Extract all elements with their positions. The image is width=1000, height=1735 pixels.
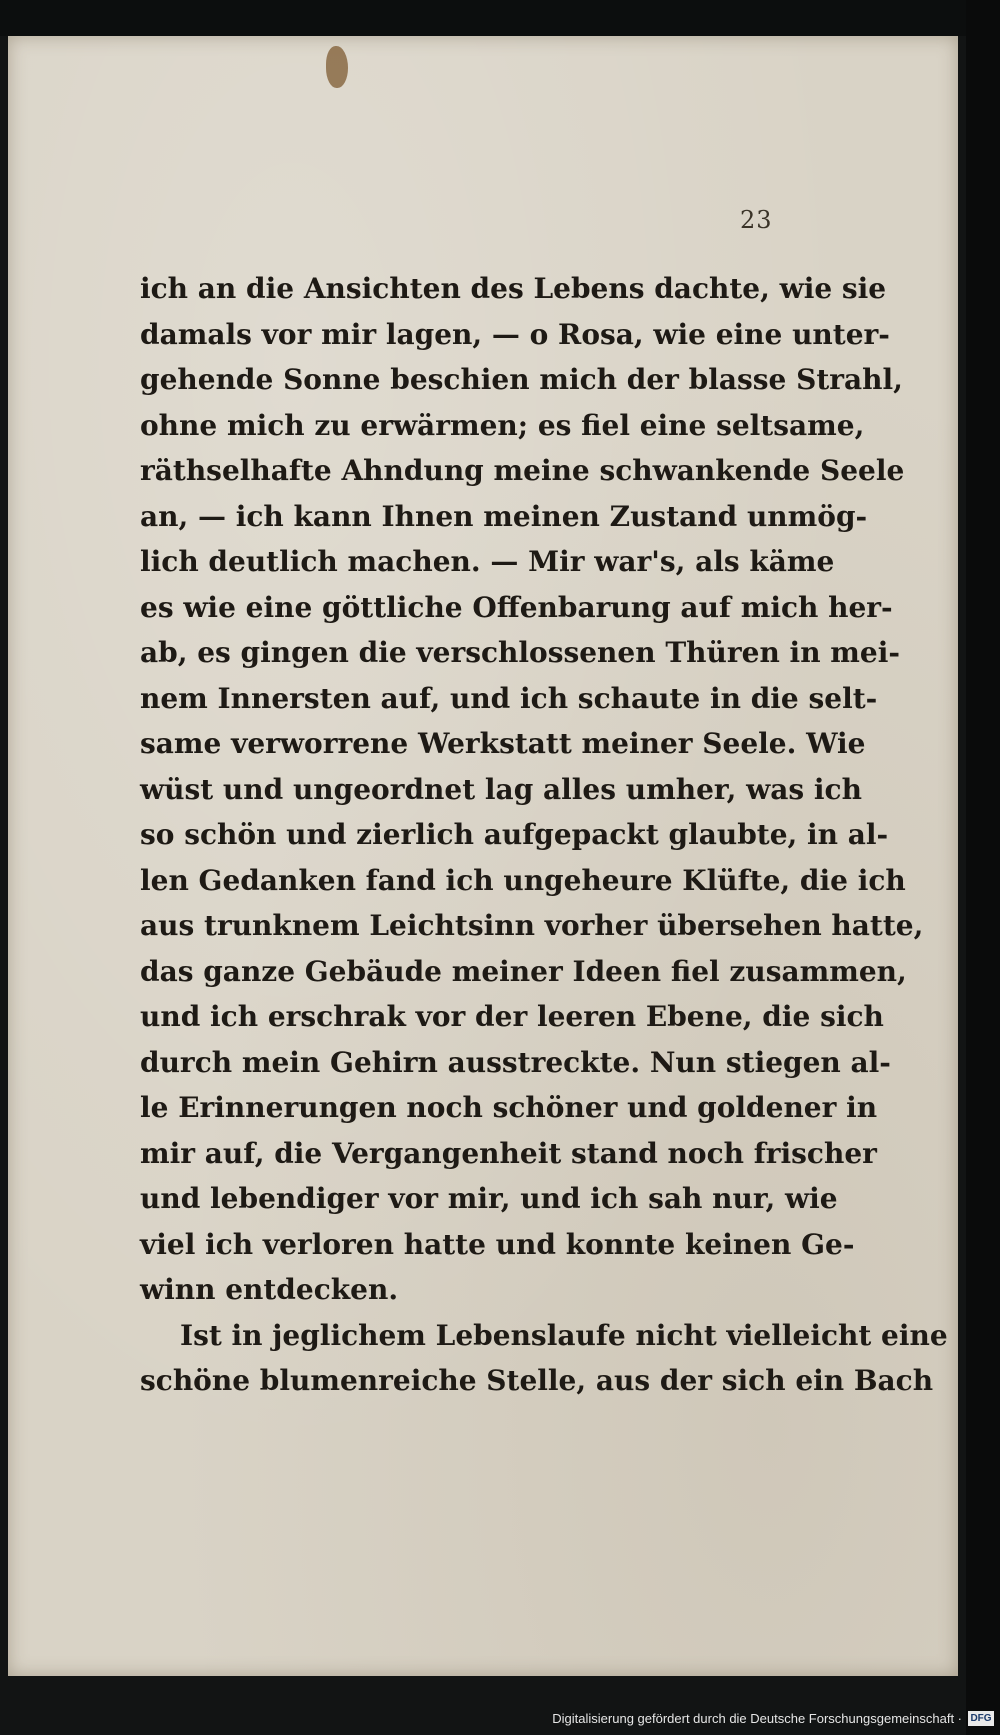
text-line: le Erinnerungen noch schöner und goldener in bbox=[140, 1091, 878, 1124]
scan-right-border bbox=[966, 0, 1000, 1735]
text-line: viel ich verloren hatte und konnte keinen Ge- bbox=[140, 1227, 855, 1261]
dfg-logo: DFG bbox=[968, 1711, 994, 1726]
text-line: ohne mich zu erwärmen; es fiel eine seltsame, bbox=[140, 408, 865, 442]
text-line: und lebendiger vor mir, und ich sah nur, wie bbox=[140, 1182, 838, 1215]
text-line: schöne blumenreiche Stelle, aus der sich ein Bach bbox=[140, 1364, 934, 1397]
text-line: ab, es gingen die verschlossenen Thüren in mei- bbox=[140, 636, 900, 669]
page-text bbox=[140, 266, 948, 1404]
credit-text: Digitalisierung gefördert durch die Deutsche Forschungsgemeinschaft · bbox=[552, 1710, 962, 1726]
text-line: wüst und ungeordnet lag alles umher, was ich bbox=[140, 772, 862, 806]
text-line-paragraph-end: winn entdecken. bbox=[140, 1273, 399, 1306]
page-number: 23 bbox=[740, 206, 773, 234]
text-line: mir auf, die Vergangenheit stand noch frischer bbox=[140, 1136, 877, 1170]
text-line: durch mein Gehirn ausstreckte. Nun stiegen al- bbox=[140, 1045, 891, 1079]
text-line: das ganze Gebäude meiner Ideen fiel zusammen, bbox=[140, 954, 907, 988]
text-line: gehende Sonne beschien mich der blasse Strahl, bbox=[140, 363, 903, 396]
text-line: es wie eine göttliche Offenbarung auf mich her- bbox=[140, 590, 893, 624]
text-line-paragraph-start: Ist in jeglichem Lebenslaufe nicht vielleicht eine bbox=[180, 1318, 948, 1352]
text-line: ich an die Ansichten des Lebens dachte, wie sie bbox=[140, 272, 887, 305]
scan-top-border bbox=[0, 0, 1000, 36]
text-line: damals vor mir lagen, — o Rosa, wie eine unter- bbox=[140, 317, 890, 351]
text-line: und ich erschrak vor der leeren Ebene, die sich bbox=[140, 1000, 884, 1033]
text-line: räthselhafte Ahndung meine schwankende Seele bbox=[140, 454, 905, 487]
paper-stain bbox=[326, 46, 348, 88]
text-line: so schön und zierlich aufgepackt glaubte, in al- bbox=[140, 818, 889, 851]
text-line: aus trunknem Leichtsinn vorher übersehen hatte, bbox=[140, 909, 924, 942]
text-line: lich deutlich machen. — Mir war's, als käme bbox=[140, 545, 835, 578]
text-line: an, — ich kann Ihnen meinen Zustand unmög- bbox=[140, 499, 868, 533]
digitization-credit bbox=[552, 1707, 994, 1729]
book-page bbox=[8, 36, 958, 1676]
text-line: nem Innersten auf, und ich schaute in die selt- bbox=[140, 681, 878, 715]
text-line: len Gedanken fand ich ungeheure Klüfte, die ich bbox=[140, 863, 906, 897]
text-line: same verworrene Werkstatt meiner Seele. Wie bbox=[140, 727, 866, 760]
